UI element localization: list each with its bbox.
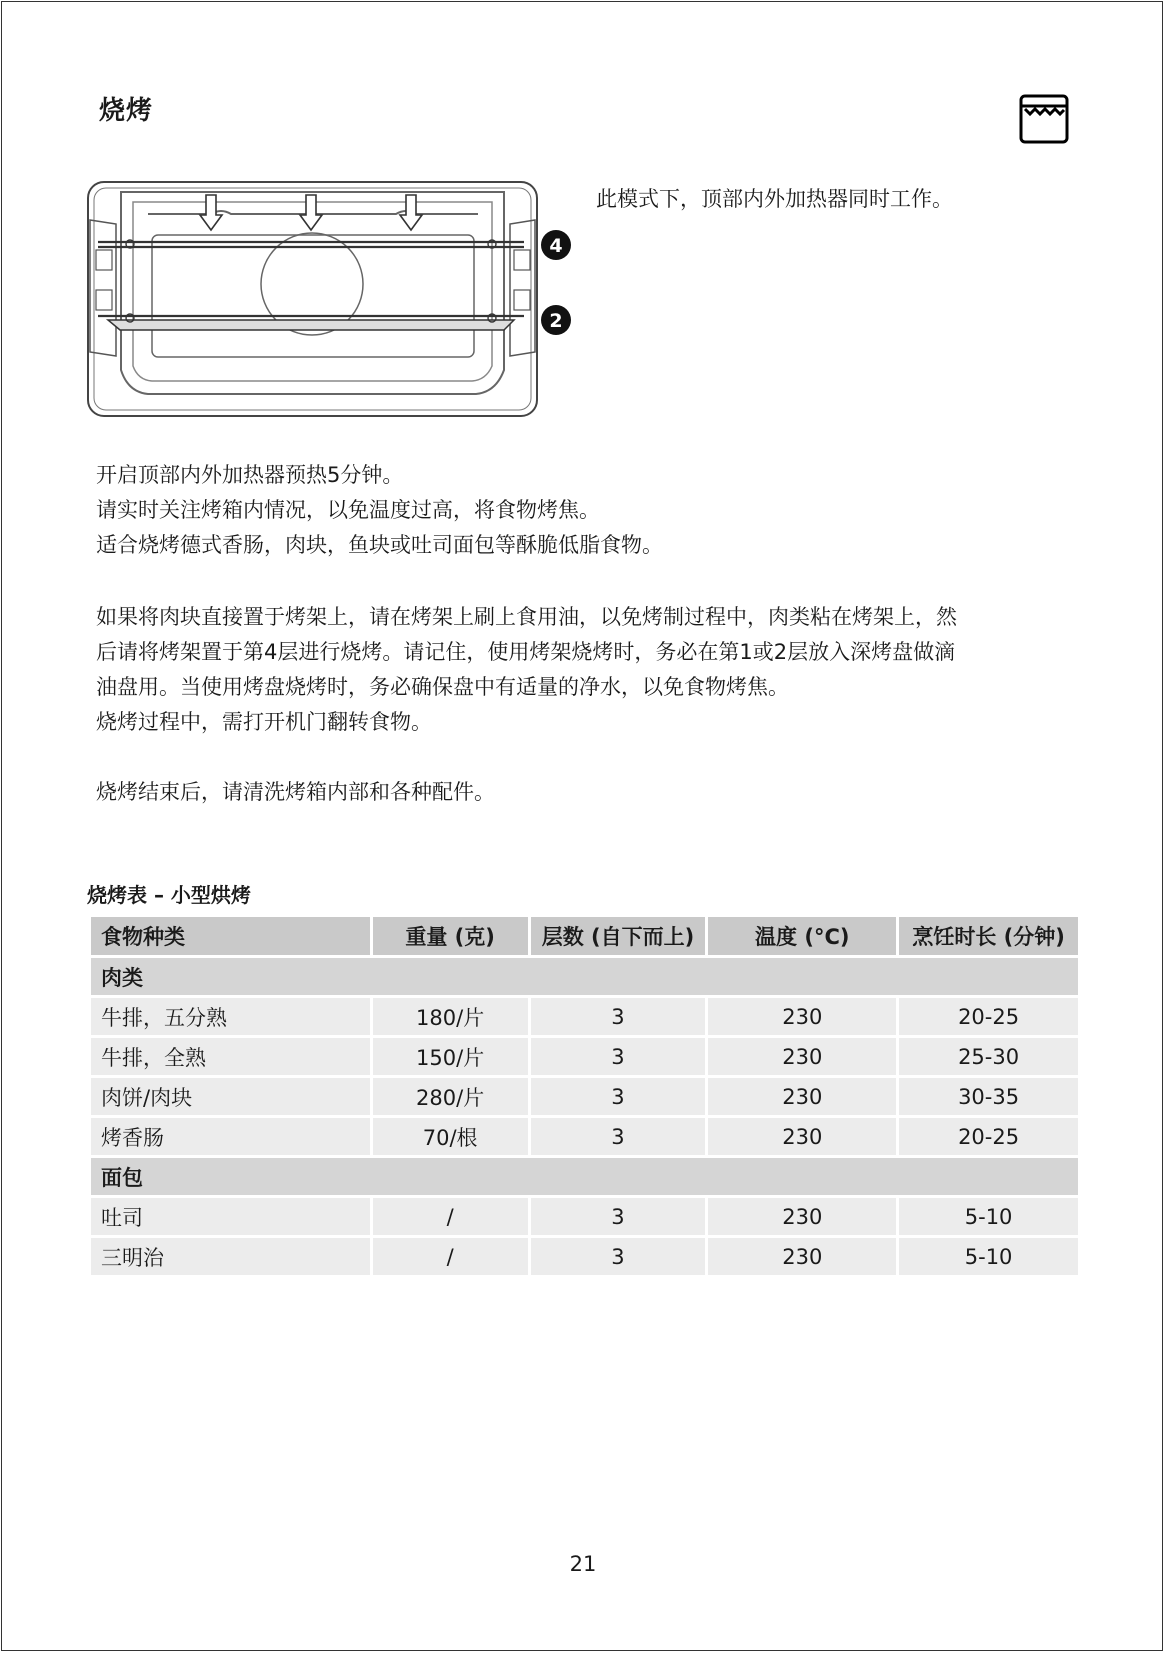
table-cell: 230 bbox=[708, 1038, 896, 1075]
usage-paragraph bbox=[96, 458, 663, 563]
table-cell: 230 bbox=[708, 1078, 896, 1115]
table-header-row bbox=[91, 917, 1078, 955]
table-cell: 25-30 bbox=[899, 1038, 1078, 1075]
level-2-label: 2 bbox=[549, 310, 563, 332]
table-cell: 20-25 bbox=[899, 1118, 1078, 1155]
table-cell: 5-10 bbox=[899, 1238, 1078, 1275]
table-cell: 5-10 bbox=[899, 1198, 1078, 1235]
table-cell: 肉饼/肉块 bbox=[91, 1078, 370, 1115]
table-row bbox=[91, 1038, 1078, 1075]
level-4-label: 4 bbox=[549, 235, 563, 257]
instruction-paragraph bbox=[96, 600, 1086, 740]
header-weight: 重量 (克) bbox=[373, 917, 528, 955]
table-cell: 230 bbox=[708, 998, 896, 1035]
page-title: 烧烤 bbox=[99, 96, 154, 126]
header-temperature: 温度 (°C) bbox=[708, 917, 896, 955]
top-grill-icon bbox=[1019, 94, 1069, 144]
text-line: 请实时关注烤箱内情况，以免温度过高，将食物烤焦。 bbox=[96, 498, 600, 522]
table-cell: 3 bbox=[531, 1038, 706, 1075]
table-cell: 牛排，五分熟 bbox=[91, 998, 370, 1035]
header-time: 烹饪时长 (分钟) bbox=[899, 917, 1078, 955]
table-cell: 280/片 bbox=[373, 1078, 528, 1115]
table-cell: 3 bbox=[531, 1118, 706, 1155]
grill-table bbox=[88, 914, 1081, 1278]
text-line: 开启顶部内外加热器预热5分钟。 bbox=[96, 463, 404, 487]
header-level: 层数 (自下而上) bbox=[531, 917, 706, 955]
text-line: 油盘用。当使用烤盘烧烤时，务必确保盘中有适量的净水，以免食物烤焦。 bbox=[96, 675, 789, 699]
table-row bbox=[91, 1198, 1078, 1235]
table-cell: 230 bbox=[708, 1118, 896, 1155]
table-cell: 20-25 bbox=[899, 998, 1078, 1035]
table-cell: / bbox=[373, 1198, 528, 1235]
table-cell: 30-35 bbox=[899, 1078, 1078, 1115]
table-cell: / bbox=[373, 1238, 528, 1275]
table-cell: 70/根 bbox=[373, 1118, 528, 1155]
table-cell: 牛排，全熟 bbox=[91, 1038, 370, 1075]
cleanup-paragraph bbox=[96, 775, 495, 810]
mode-description: 此模式下，顶部内外加热器同时工作。 bbox=[596, 187, 953, 211]
table-cell: 3 bbox=[531, 998, 706, 1035]
section-label: 肉类 bbox=[91, 958, 1078, 995]
table-cell: 230 bbox=[708, 1198, 896, 1235]
section-row bbox=[91, 958, 1078, 995]
page-number: 21 bbox=[569, 1552, 597, 1576]
text-line: 适合烧烤德式香肠，肉块，鱼块或吐司面包等酥脆低脂食物。 bbox=[96, 533, 663, 557]
table-cell: 150/片 bbox=[373, 1038, 528, 1075]
table-row bbox=[91, 1238, 1078, 1275]
table-row bbox=[91, 1078, 1078, 1115]
text-line: 如果将肉块直接置于烤架上，请在烤架上刷上食用油，以免烤制过程中，肉类粘在烤架上，然 bbox=[96, 605, 957, 629]
table-row bbox=[91, 1118, 1078, 1155]
section-row bbox=[91, 1158, 1078, 1195]
table-cell: 3 bbox=[531, 1078, 706, 1115]
header-food: 食物种类 bbox=[91, 917, 370, 955]
text-line: 烧烤过程中，需打开机门翻转食物。 bbox=[96, 710, 432, 734]
table-cell: 吐司 bbox=[91, 1198, 370, 1235]
table-cell: 3 bbox=[531, 1238, 706, 1275]
table-cell: 3 bbox=[531, 1198, 706, 1235]
table-cell: 烤香肠 bbox=[91, 1118, 370, 1155]
text-line: 后请将烤架置于第4层进行烧烤。请记住，使用烤架烧烤时，务必在第1或2层放入深烤盘做滴 bbox=[96, 640, 956, 664]
table-cell: 230 bbox=[708, 1238, 896, 1275]
text-line: 烧烤结束后，请清洗烤箱内部和各种配件。 bbox=[96, 780, 495, 804]
table-cell: 三明治 bbox=[91, 1238, 370, 1275]
oven-diagram bbox=[86, 180, 576, 420]
table-title: 烧烤表 – 小型烘烤 bbox=[87, 883, 251, 907]
section-label: 面包 bbox=[91, 1158, 1078, 1195]
table-row bbox=[91, 998, 1078, 1035]
table-cell: 180/片 bbox=[373, 998, 528, 1035]
